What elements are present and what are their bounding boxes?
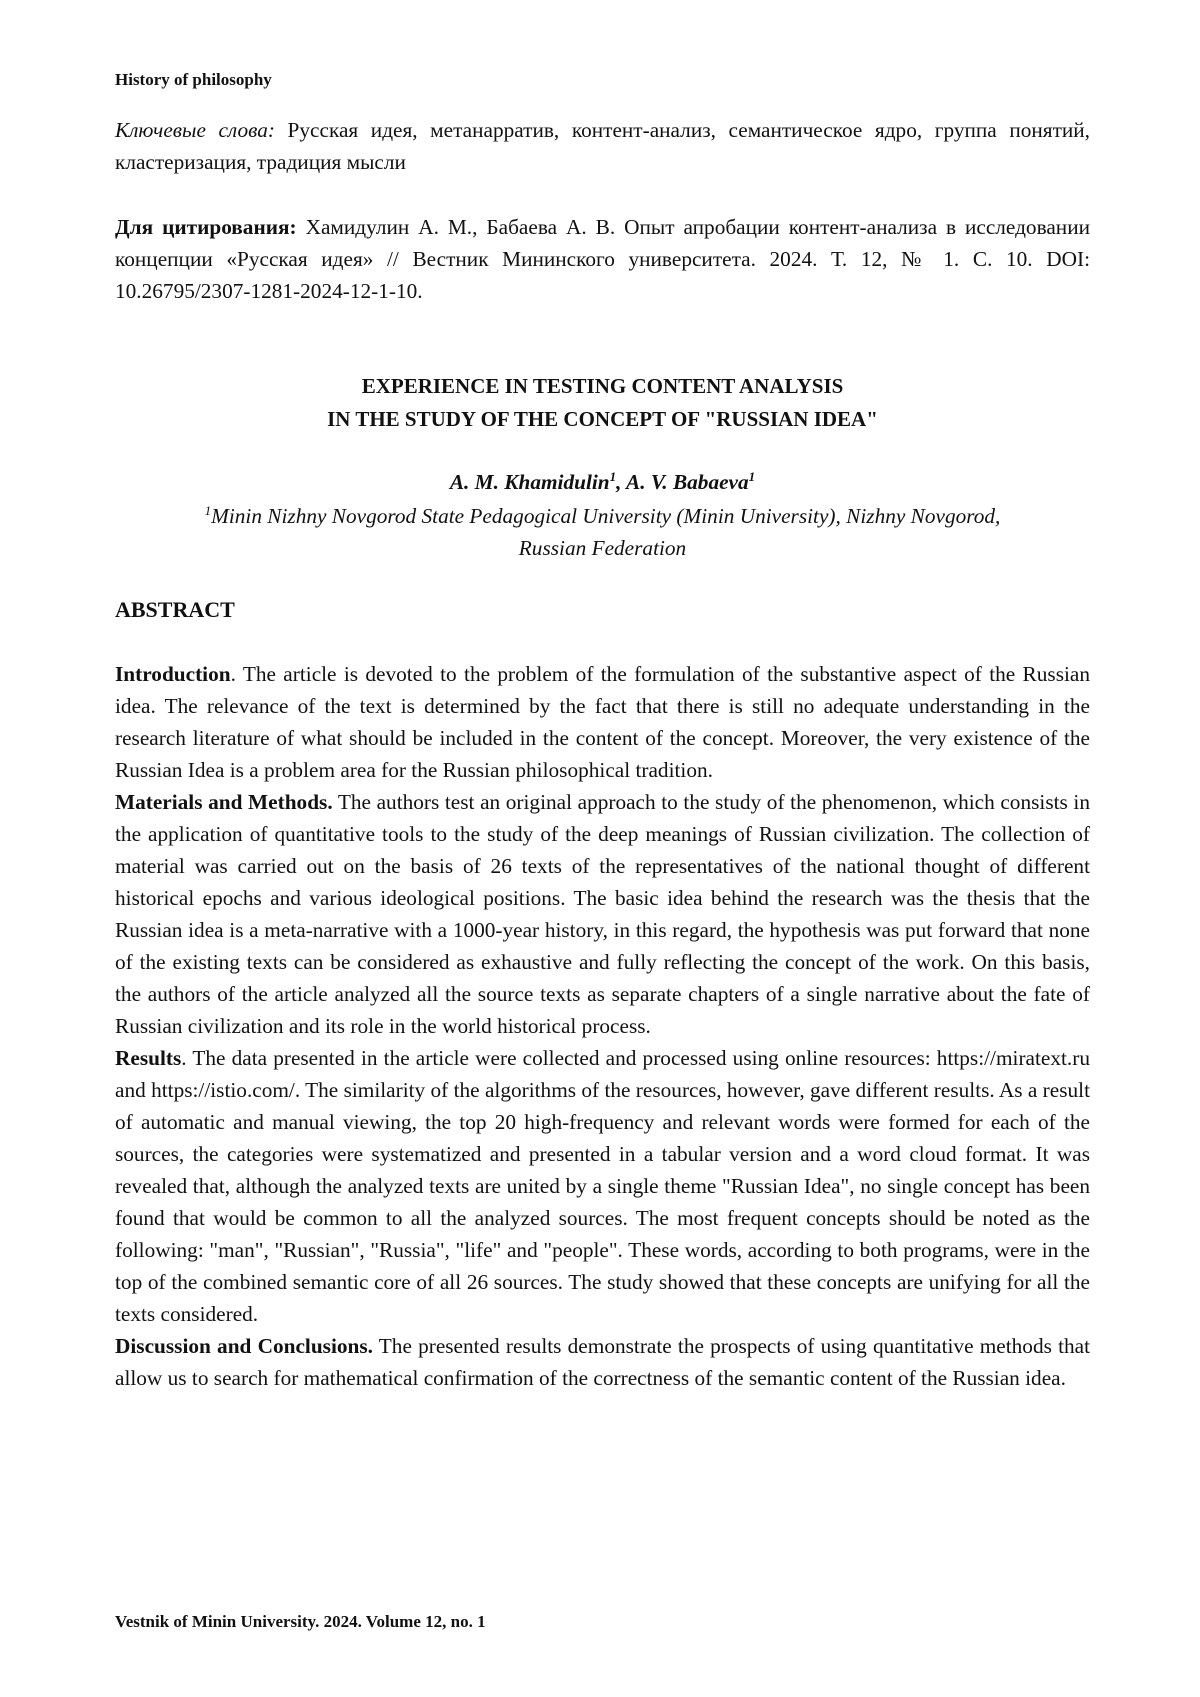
- article-title: [115, 370, 1090, 436]
- affiliation: [115, 500, 1090, 564]
- affiliation-text-1: Minin Nizhny Novgorod State Pedagogical University (Minin University), Nizhny Novgorod,: [211, 504, 1000, 528]
- introduction-label: Introduction: [115, 662, 231, 686]
- affiliation-marker: 1: [205, 503, 212, 518]
- authors-line: [115, 466, 1090, 498]
- title-line-1: EXPERIENCE IN TESTING CONTENT ANALYSIS: [115, 370, 1090, 403]
- author-separator: ,: [616, 470, 626, 494]
- abstract-heading: ABSTRACT: [115, 594, 235, 626]
- citation-block: [115, 211, 1090, 307]
- author-2-affiliation-marker: 1: [749, 469, 756, 484]
- methods-text: The authors test an original approach to the study of the phenomenon, which consists in the application of quantitative tools to the study of the deep meanings of Russian civilization. The collection of material was carried out on the basis of 26 texts of the representatives of the national thought of different historical epochs and various ideological positions. The basic idea behind the research was the thesis that the Russian idea is a meta-narrative with a 1000-year history, in this regard, the hypothesis was put forward that none of the existing texts can be considered as exhaustive and fully reflecting the concept of the work. On this basis, the authors of the article analyzed all the source texts as separate chapters of a single narrative about the fate of Russian civilization and its role in the world historical process.: [115, 790, 1090, 1038]
- affiliation-line-1: [115, 500, 1090, 532]
- results-label: Results: [115, 1046, 181, 1070]
- citation-label: Для цитирования:: [115, 215, 297, 239]
- citation-text: Хамидулин А. М., Бабаева А. В. Опыт апробации контент-анализа в исследовании концепции «Русская идея» // Вестник Мининского университета. 2024. Т. 12, № 1. С. 10. DOI: 10.26795/2307-1281-2024-12-1-10.: [115, 215, 1090, 303]
- running-foot: Vestnik of Minin University. 2024. Volume 12, no. 1: [115, 1612, 486, 1632]
- author-1: A. M. Khamidulin: [450, 470, 610, 494]
- author-1-affiliation-marker: 1: [610, 469, 617, 484]
- discussion-text: The presented results demonstrate the prospects of using quantitative methods that allow us to search for mathematical confirmation of the correctness of the semantic content of the Russian idea.: [115, 1334, 1090, 1390]
- methods-label: Materials and Methods.: [115, 790, 333, 814]
- abstract-methods: [115, 786, 1090, 1042]
- affiliation-line-2: Russian Federation: [115, 532, 1090, 564]
- keywords-block: [115, 114, 1090, 178]
- abstract-body: [115, 658, 1090, 1394]
- running-head: History of philosophy: [115, 70, 272, 90]
- author-2: A. V. Babaeva: [626, 470, 749, 494]
- title-line-2: IN THE STUDY OF THE CONCEPT OF "RUSSIAN IDEA": [115, 403, 1090, 436]
- discussion-label: Discussion and Conclusions.: [115, 1334, 373, 1358]
- document-page: [0, 0, 1200, 1697]
- results-text: . The data presented in the article were collected and processed using online resources: https://miratext.ru and https://istio.com/. The similarity of the algorithms of the resources, however, gave different results. As a result of automatic and manual viewing, the top 20 high-frequency and relevant words were formed for each of the sources, the categories were systematized and presented in a tabular version and a word cloud format. It was revealed that, although the analyzed texts are united by a single theme "Russian Idea", no single concept has been found that would be common to all the analyzed sources. The most frequent concepts should be noted as the following: "man", "Russian", "Russia", "life" and "people". These words, according to both programs, were in the top of the combined semantic core of all 26 sources. The study showed that these concepts are unifying for all the texts considered.: [115, 1046, 1090, 1326]
- abstract-results: [115, 1042, 1090, 1330]
- keywords-text: Русская идея, метанарратив, контент-анализ, семантическое ядро, группа понятий, кластеризация, традиция мысли: [115, 118, 1090, 174]
- abstract-introduction: [115, 658, 1090, 786]
- keywords-label: Ключевые слова:: [115, 118, 275, 142]
- introduction-text: . The article is devoted to the problem of the formulation of the substantive aspect of the Russian idea. The relevance of the text is determined by the fact that there is still no adequate understanding in the research literature of what should be included in the content of the concept. Moreover, the very existence of the Russian Idea is a problem area for the Russian philosophical tradition.: [115, 662, 1090, 782]
- abstract-discussion: [115, 1330, 1090, 1394]
